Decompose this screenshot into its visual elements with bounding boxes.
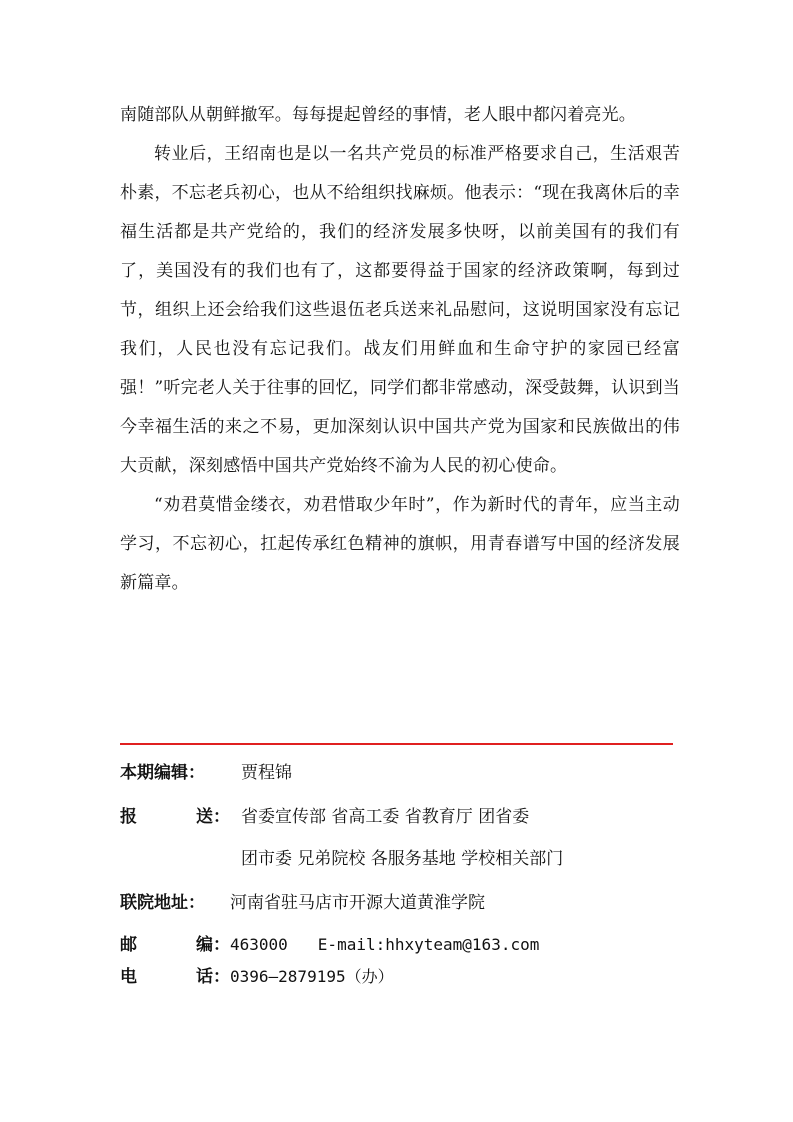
postcode-label-first: 邮 <box>120 935 137 955</box>
phone-value: 0396—2879195（办） <box>230 967 394 986</box>
report-label-second: 送： <box>196 807 230 827</box>
article-paragraph: 转业后，王绍南也是以一名共产党员的标准严格要求自己，生活艰苦朴素，不忘老兵初心，也从不给组织找麻烦。他表示：“现在我离休后的幸福生活都是共产党给的，我们的经济发展多快呀，以前美国有的我们有了，美国没有的我们也有了，这都要得益于国家的经济政策啊，每到过节，组织上还会给我们这些退伍老兵送来礼品慰问，这说明国家没有忘记我们，人民也没有忘记我们。战友们用鲜血和生命守护的家园已经富强！”听完老人关于往事的回忆，同学们都非常感动，深受鼓舞，认识到当今幸福生活的来之不易，更加深刻认识中国共产党为国家和民族做出的伟大贡献，深刻感悟中国共产党始终不渝为人民的初心使命。 <box>120 144 680 476</box>
phone-label-second: 话： <box>196 967 230 987</box>
postcode-row <box>120 930 680 958</box>
article-paragraph: “劝君莫惜金缕衣，劝君惜取少年时”，作为新时代的青年，应当主动学习，不忘初心，扛起传承红色精神的旗帜，用青春谱写中国的经济发展新篇章。 <box>120 495 680 593</box>
report-row <box>120 802 680 830</box>
report-recipients-line-1: 省委宣传部 省高工委 省教育厅 团省委 <box>241 807 530 827</box>
phone-label-first: 电 <box>120 967 137 987</box>
report-label-first: 报 <box>120 807 137 827</box>
article-body <box>120 96 680 603</box>
report-row-continued <box>120 844 680 872</box>
postcode-value: 463000 <box>230 935 288 954</box>
editor-row <box>120 758 680 786</box>
postcode-label <box>120 930 230 955</box>
address-value: 河南省驻马店市开源大道黄淮学院 <box>230 893 485 913</box>
report-recipients-line-2: 团市委 兄弟院校 各服务基地 学校相关部门 <box>241 849 564 869</box>
editor-label: 本期编辑： <box>120 763 205 783</box>
address-label: 联院地址： <box>120 893 205 913</box>
address-row <box>120 888 680 916</box>
phone-label <box>120 962 230 987</box>
editor-value: 贾程锦 <box>241 763 292 783</box>
phone-row <box>120 962 680 990</box>
red-divider <box>120 743 673 745</box>
report-label <box>120 802 230 827</box>
postcode-label-second: 编： <box>196 935 230 955</box>
email-value[interactable]: E-mail:hhxyteam@163.com <box>317 935 540 954</box>
article-paragraph: 南随部队从朝鲜撤军。每每提起曾经的事情，老人眼中都闪着亮光。 <box>120 105 636 125</box>
publication-footer <box>120 758 680 990</box>
